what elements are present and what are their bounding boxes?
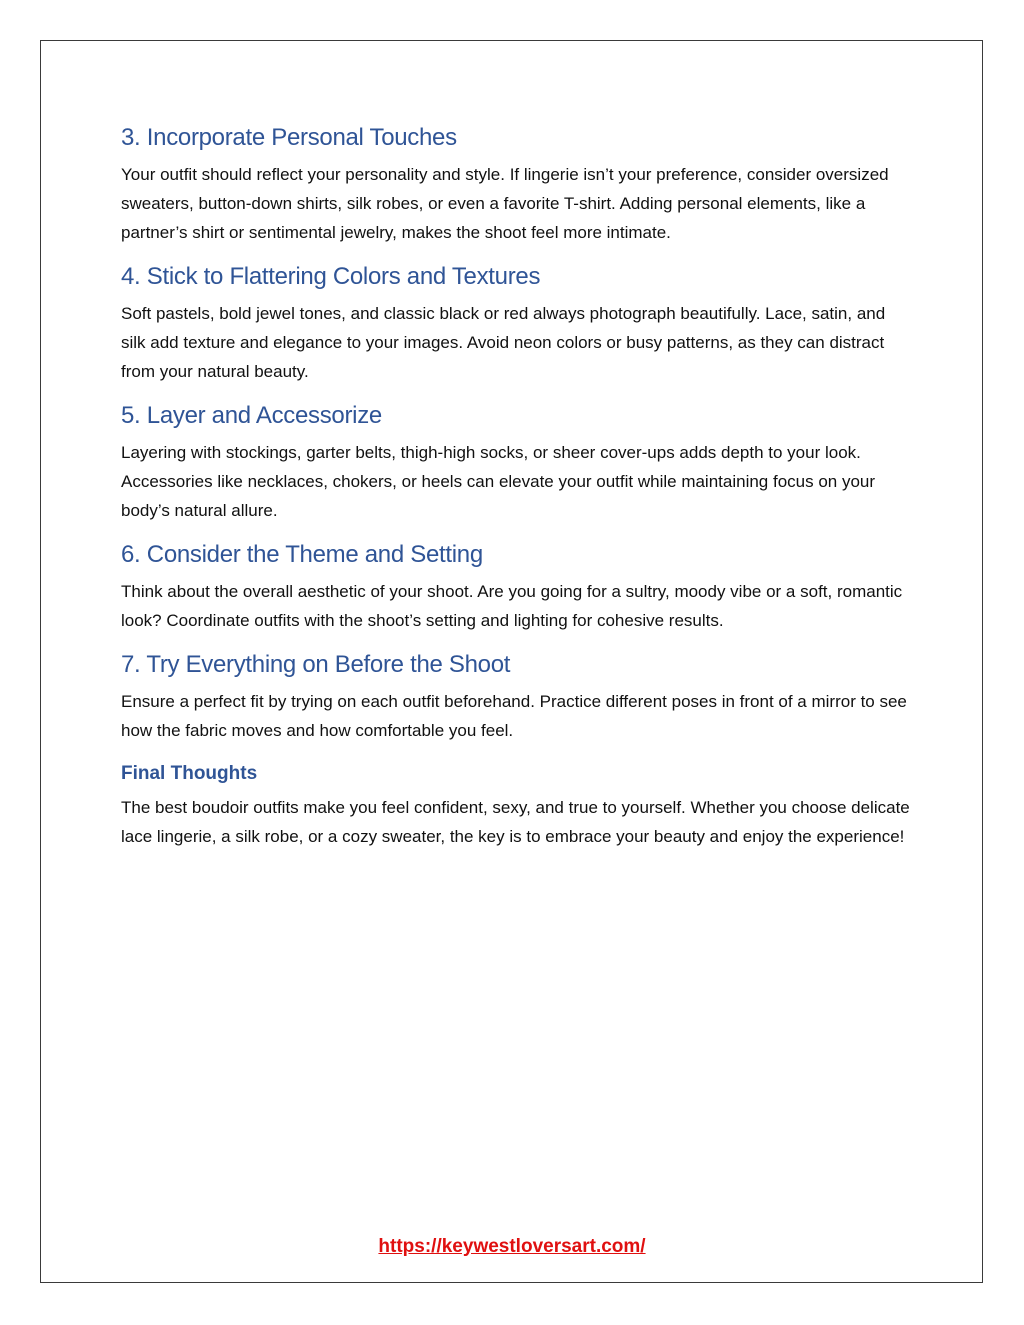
section-body-layer-accessorize: Layering with stockings, garter belts, thigh-high socks, or sheer cover-ups adds depth to your look. Accessories like necklaces, chokers, or heels can elevate your outfit while maintaining focus on your body’s natural allure. [121, 443, 876, 520]
section-heading-try-everything: 7. Try Everything on Before the Shoot [121, 651, 511, 678]
final-thoughts-heading: Final Thoughts [121, 763, 258, 784]
document-content [121, 122, 911, 865]
section-body-personal-touches: Your outfit should reflect your personality and style. If lingerie isn’t your preference, consider oversized sweaters, button-down shirts, silk robes, or even a favorite T-shirt. Adding personal elements, like a partner’s shirt or sentimental jewelry, makes the shoot feel more intimate. [121, 165, 889, 242]
section-body-flattering-colors: Soft pastels, bold jewel tones, and classic black or red always photograph beautifully. Lace, satin, and silk add texture and elegance to your images. Avoid neon colors or busy patterns, as they can distract from your natural beauty. [121, 304, 886, 381]
section-body-theme-setting: Think about the overall aesthetic of your shoot. Are you going for a sultry, moody vibe or a soft, romantic look? Coordinate outfits with the shoot’s setting and lighting for cohesive results. [121, 582, 903, 630]
final-thoughts-body: The best boudoir outfits make you feel confident, sexy, and true to yourself. Whether you choose delicate lace lingerie, a silk robe, or a cozy sweater, the key is to embrace your beauty and enjoy the experience! [121, 798, 910, 846]
section-heading-personal-touches: 3. Incorporate Personal Touches [121, 124, 457, 151]
section-heading-theme-setting: 6. Consider the Theme and Setting [121, 541, 483, 568]
section-body-try-everything: Ensure a perfect fit by trying on each outfit beforehand. Practice different poses in front of a mirror to see how the fabric moves and how comfortable you feel. [121, 692, 907, 740]
footer-website-link[interactable]: https://keywestloversart.com/ [378, 1236, 646, 1257]
section-heading-layer-accessorize: 5. Layer and Accessorize [121, 402, 382, 429]
section-heading-flattering-colors: 4. Stick to Flattering Colors and Textures [121, 263, 541, 290]
